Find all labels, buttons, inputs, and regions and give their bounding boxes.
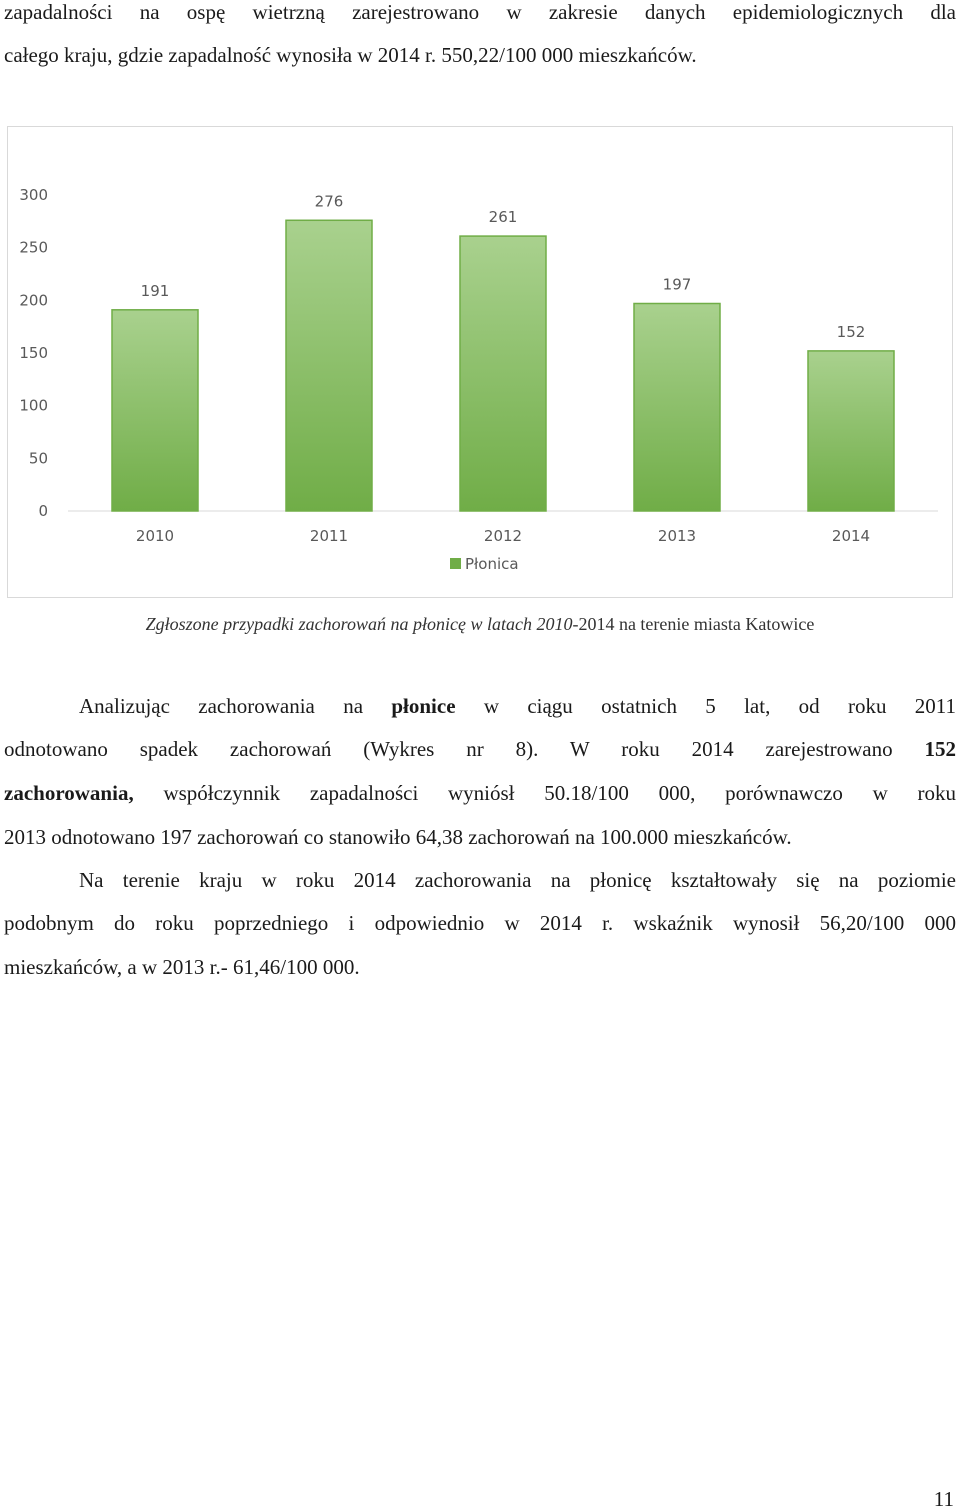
text-line: podobnym do roku poprzedniego i odpowiednio w 2014 r. wskaźnik wynosił 56,20/100 000 (4, 911, 956, 935)
data-label: 276 (314, 192, 344, 211)
text-bold: 152 (924, 737, 956, 761)
text-bold: płonice (391, 694, 456, 718)
x-tick-label: 2013 (657, 527, 697, 545)
text-span: Analizując zachorowania na (79, 694, 392, 718)
bar-2014 (808, 351, 894, 511)
data-label: 261 (488, 208, 518, 227)
y-tick-label: 250 (19, 238, 48, 257)
y-tick-label: 200 (19, 291, 48, 310)
bar-2011 (286, 220, 372, 511)
y-tick-label: 50 (28, 449, 48, 468)
x-tick-label: 2012 (483, 527, 523, 545)
text-span: odnotowano spadek zachorowań (Wykres nr 8). W roku 2014 zarejestrowano (4, 737, 925, 761)
text-line (4, 781, 956, 805)
bar-2013 (634, 303, 720, 511)
y-tick-label: 150 (19, 344, 48, 362)
chart-caption (0, 613, 960, 635)
data-label: 197 (662, 275, 692, 294)
text-line: 2013 odnotowano 197 zachorowań co stanowiło 64,38 zachorowań na 100.000 mieszkańców. (4, 825, 792, 849)
legend-swatch (450, 558, 461, 569)
text-line: zapadalności na ospę wietrzną zarejestrowano w zakresie danych epidemiologicznych dla (4, 0, 956, 24)
data-label: 191 (140, 281, 170, 300)
legend-label: Płonica (465, 555, 519, 573)
text-line: całego kraju, gdzie zapadalność wynosiła w 2014 r. 550,22/100 000 mieszkańców. (4, 43, 697, 67)
text-bold: zachorowania, (4, 781, 134, 805)
text-line: mieszkańców, a w 2013 r.- 61,46/100 000. (4, 955, 360, 979)
caption-italic: Zgłoszone przypadki zachorowań na płonicę w latach 2010- (145, 614, 579, 634)
text-span: współczynnik zapadalności wyniósł 50.18/100 000, porównawczo w roku (133, 781, 956, 805)
text-span: w ciągu ostatnich 5 lat, od roku 2011 (455, 694, 956, 718)
x-tick-label: 2014 (831, 527, 871, 545)
text-line (4, 737, 956, 761)
data-label: 152 (836, 322, 866, 341)
text-line (79, 694, 956, 718)
bar-chart (8, 127, 952, 597)
y-tick-label: 0 (38, 502, 48, 520)
y-tick-label: 300 (19, 186, 48, 204)
chart-container (7, 126, 953, 598)
y-tick-label: 100 (19, 396, 48, 415)
caption-normal: 2014 na terenie miasta Katowice (578, 614, 815, 634)
bar-2012 (460, 236, 546, 511)
x-tick-label: 2010 (135, 527, 175, 545)
text-line: Na terenie kraju w roku 2014 zachorowania na płonicę kształtowały się na poziomie (79, 868, 956, 892)
page-number: 11 (933, 1487, 954, 1511)
x-tick-label: 2011 (309, 527, 349, 545)
bar-2010 (112, 310, 198, 511)
